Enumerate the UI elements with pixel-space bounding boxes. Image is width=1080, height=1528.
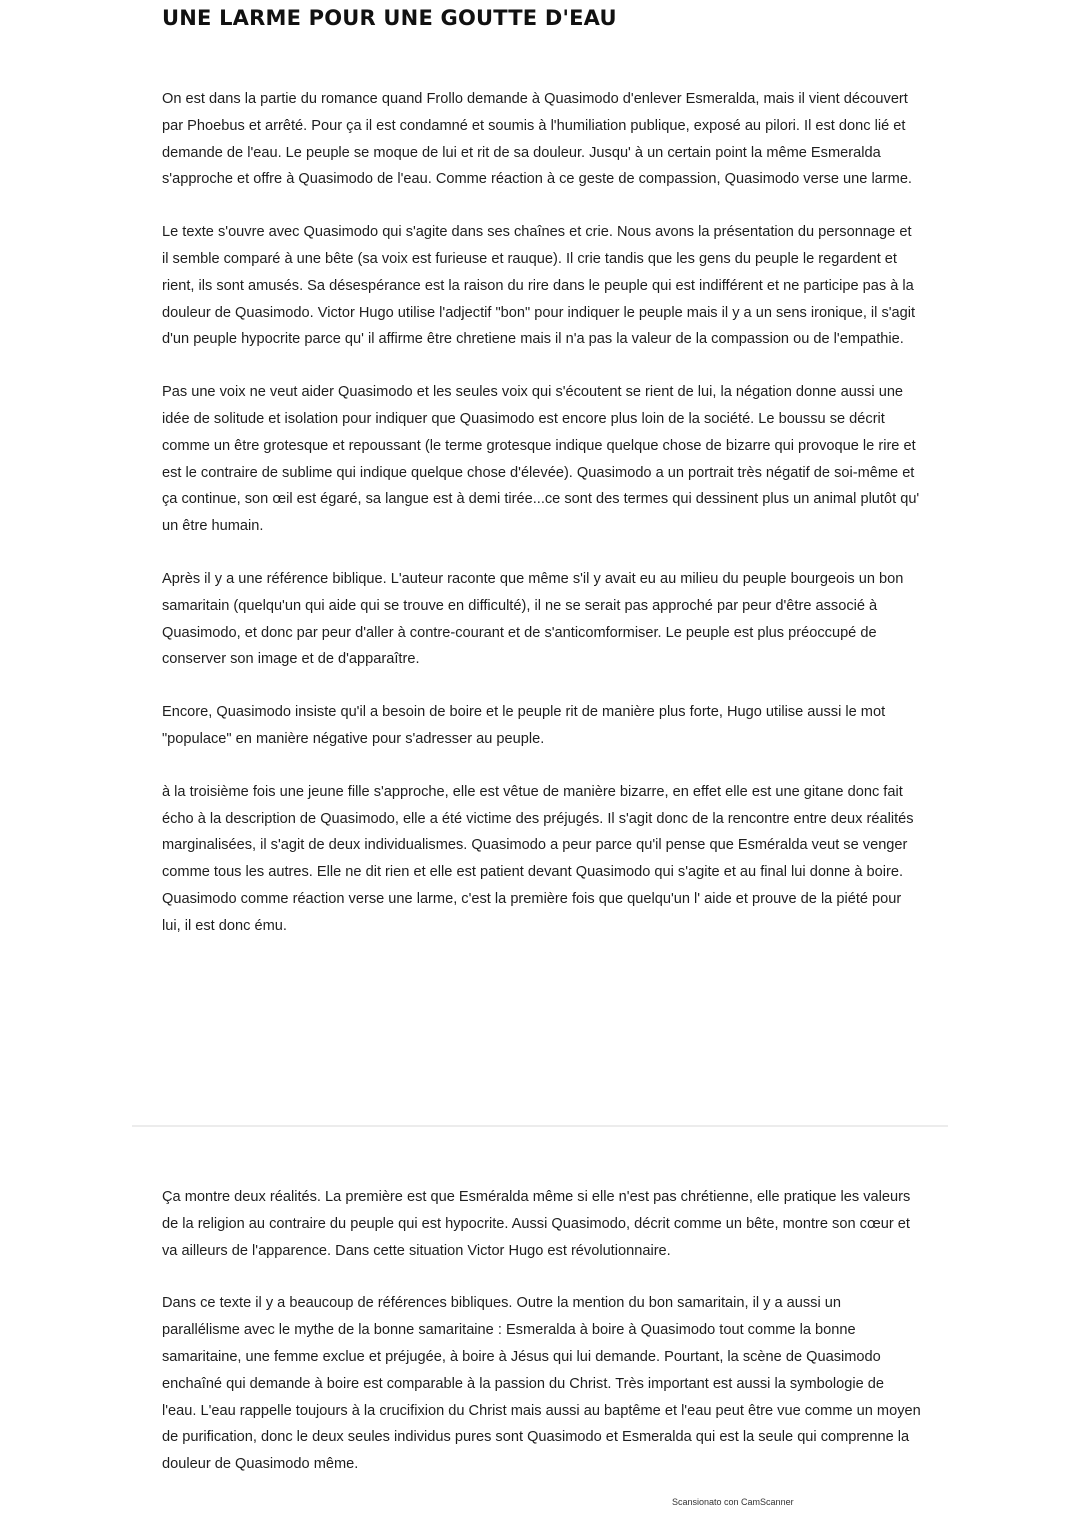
page-divider [132,1125,948,1127]
paragraph-biblical-reference: Après il y a une référence biblique. L'auteur raconte que même s'il y avait eu au milieu du peuple bourgeois un bon samaritain (quelqu'un qui aide qui se trouve en difficulté), il ne se serait pas approché par peur d'être associé à Quasimodo, et donc par peur d'aller à contre-courant et de s'anticomformiser. Le peuple est plus préoccupé de conserver son image et de d'apparaître. [162,570,904,668]
paragraph-context: On est dans la partie du romance quand Frollo demande à Quasimodo d'enlever Esmeralda, mais il vient découvert par Phoebus et arrêté. Pour ça il est condamné et soumis à l'humiliation publique, exposé au pilori. Il est donc lié et demande de l'eau. Le peuple se moque de lui et rit de sa douleur. Jusqu' à un certain point la même Esmeralda s'approche et offre à Quasimodo de l'eau. Comme réaction à ce geste de compassion, Quasimodo verse une larme. [162,91,912,188]
paragraph-esmeralda: à la troisième fois une jeune fille s'approche, elle est vêtue de manière bizarre, en effet elle est une gitane donc fait écho à la description de Quasimodo, elle a été victime des préjugés. Il s'agit donc de la rencontre entre deux réalités marginalisées, il s'agit de deux individualismes. Quasimodo a peur parce qu'il pense que Esméralda veut se venger comme tous les autres. Elle ne dit rien et elle est patient devant Quasimodo qui s'agite et au final lui donne à boire. Quasimodo comme réaction verse une larme, c'est la première fois que quelqu'un l' aide et prouve de la piété pour lui, il est donc ému. [162,783,914,934]
paragraph-solitude: Pas une voix ne veut aider Quasimodo et les seules voix qui s'écoutent se rient de lui, la négation donne aussi une idée de solitude et isolation pour indiquer que Quasimodo est encore plus loin de la société. Le boussu se décrit comme un être grotesque et repoussant (le terme grotesque indique quelque chose de bizarre qui provoque le rire et est le contraire de sublime qui indique quelque chose d'élevée). Quasimodo a un portrait très négatif de soi-même et ça continue, son œil est égaré, sa langue est à demi tirée...ce sont des termes qui dessinent plus un animal plutôt qu' un être humain. [162,384,920,535]
paragraph-opening: Le texte s'ouvre avec Quasimodo qui s'agite dans ses chaînes et crie. Nous avons la présentation du personnage et il semble comparé à une bête (sa voix est furieuse et rauque). Il crie tandis que les gens du peuple le regardent et rient, ils sont amusés. Sa désespérance est la raison du rire dans le peuple qui est indifférent et ne participe pas à la douleur de Quasimodo. Victor Hugo utilise l'adjectif "bon" pour indiquer le peuple mais il y a un sens ironique, il s'agit d'un peuple hypocrite parce qu' il affirme être chretiene mais il n'a pas la valeur de la compassion ou de l'empathie. [162,224,916,348]
paragraph-two-realities: Ça montre deux réalités. La première est que Esméralda même si elle n'est pas chrétienne, elle pratique les valeurs de la religion au contraire du peuple qui est hypocrite. Aussi Quasimodo, décrit comme un bête, montre son cœur et va ailleurs de l'apparence. Dans cette situation Victor Hugo est révolutionnaire. [162,1189,911,1259]
page-title: UNE LARME POUR UNE GOUTTE D'EAU [162,6,617,30]
paragraph-populace: Encore, Quasimodo insiste qu'il a besoin de boire et le peuple rit de manière plus forte, Hugo utilise aussi le mot "populace" en manière négative pour s'adresser au peuple. [162,704,886,747]
scanner-footer: Scansionato con CamScanner [672,1497,794,1507]
section-two [162,1184,922,1504]
paragraph-symbolism: Dans ce texte il y a beaucoup de références bibliques. Outre la mention du bon samaritain, il y a aussi un parallélisme avec le mythe de la bonne samaritaine : Esmeralda à boire à Quasimodo tout comme la bonne samaritaine, une femme exclue et préjugée, à boire à Jésus qui lui demande. Pourtant, la scène de Quasimodo enchaîné qui demande à boire est comparable à la passion du Christ. Très important est aussi la symbologie de l'eau. L'eau rappelle toujours à la crucifixion du Christ mais aussi au baptême et l'eau peut être vue comme un moyen de purification, donc le deux seules individus pures sont Quasimodo et Esmeralda qui est la seule qui comprenne la douleur de Quasimodo même. [162,1295,921,1473]
section-one [162,86,922,966]
